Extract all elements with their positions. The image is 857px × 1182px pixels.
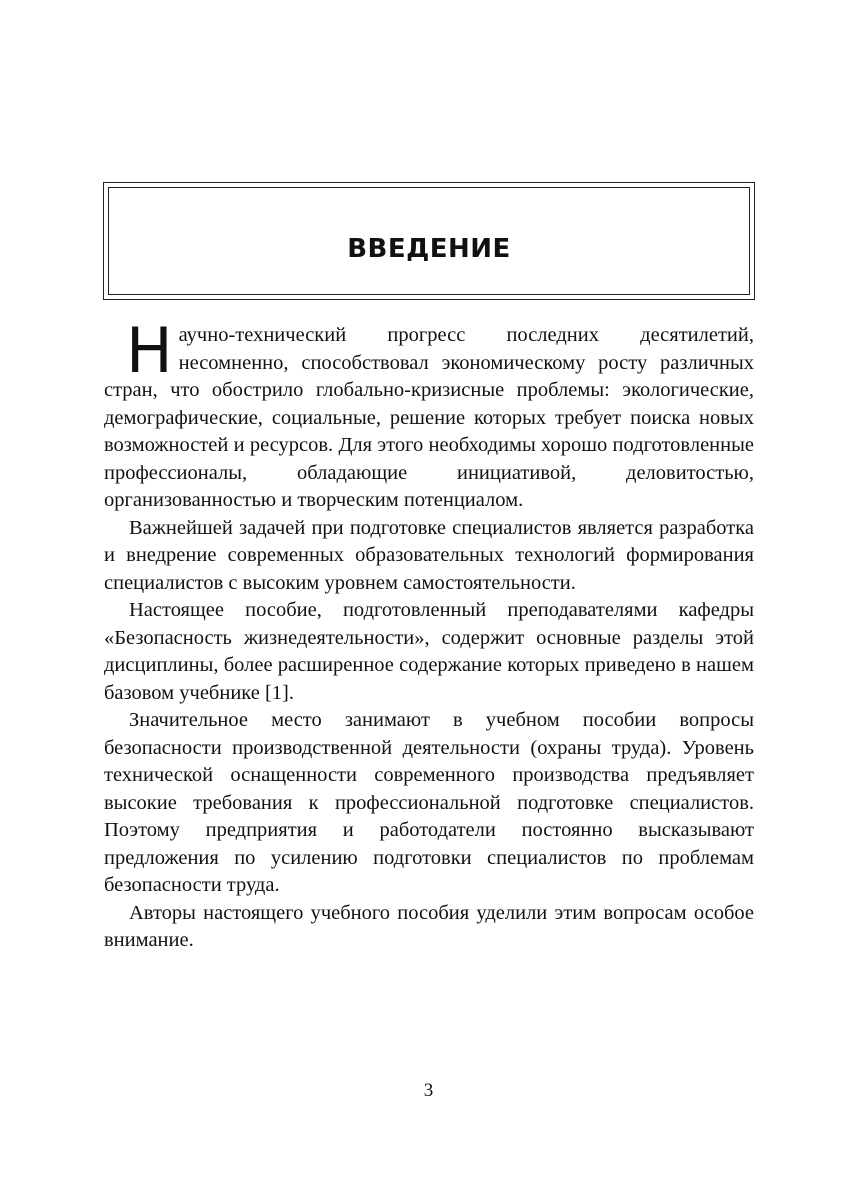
page-title: ВВЕДЕНИЕ (347, 234, 511, 264)
paragraph-1 (104, 314, 754, 515)
title-frame (103, 182, 755, 300)
paragraph-5: Авторы настоящего учебного пособия уделили этим вопросам особое внимание. (104, 901, 754, 951)
body-text (104, 314, 754, 955)
paragraph-1-text: аучно-технический прогресс последних десятилетий, несомненно, способствовал экономическому росту различных стран, что обострило глобально-кризисные проблемы: экологические, демографические, социальные, решение которых требует поиска новых возможностей и ресурсов. Для этого необходимы хорошо подготовленные профессионалы, обладающие инициативой, деловитостью, организованностью и творческим потенциалом. (104, 324, 754, 511)
paragraph-4: Значительное место занимают в учебном пособии вопросы безопасности производственной деятельности (охраны труда). Уровень технической оснащенности современного производства предъявляет высокие требования к профессиональной подготовке специалистов. Поэтому предприятия и работодатели постоянно высказывают предложения по усилению подготовки специалистов по проблемам безопасности труда. (104, 709, 754, 896)
page-number: 3 (423, 1080, 434, 1101)
paragraph-2: Важнейшей задачей при подготовке специалистов является разработка и внедрение современных образовательных технологий формирования специалистов с высоким уровнем самостоятельности. (104, 516, 754, 594)
paragraph-3: Настоящее пособие, подготовленный преподавателями кафедры «Безопасность жизнедеятельности», содержит основные разделы этой дисциплины, более расширенное содержание которых приведено в нашем базовом учебнике [1]. (104, 599, 754, 704)
title-frame-inner (108, 187, 750, 295)
drop-cap: Н (126, 314, 173, 387)
